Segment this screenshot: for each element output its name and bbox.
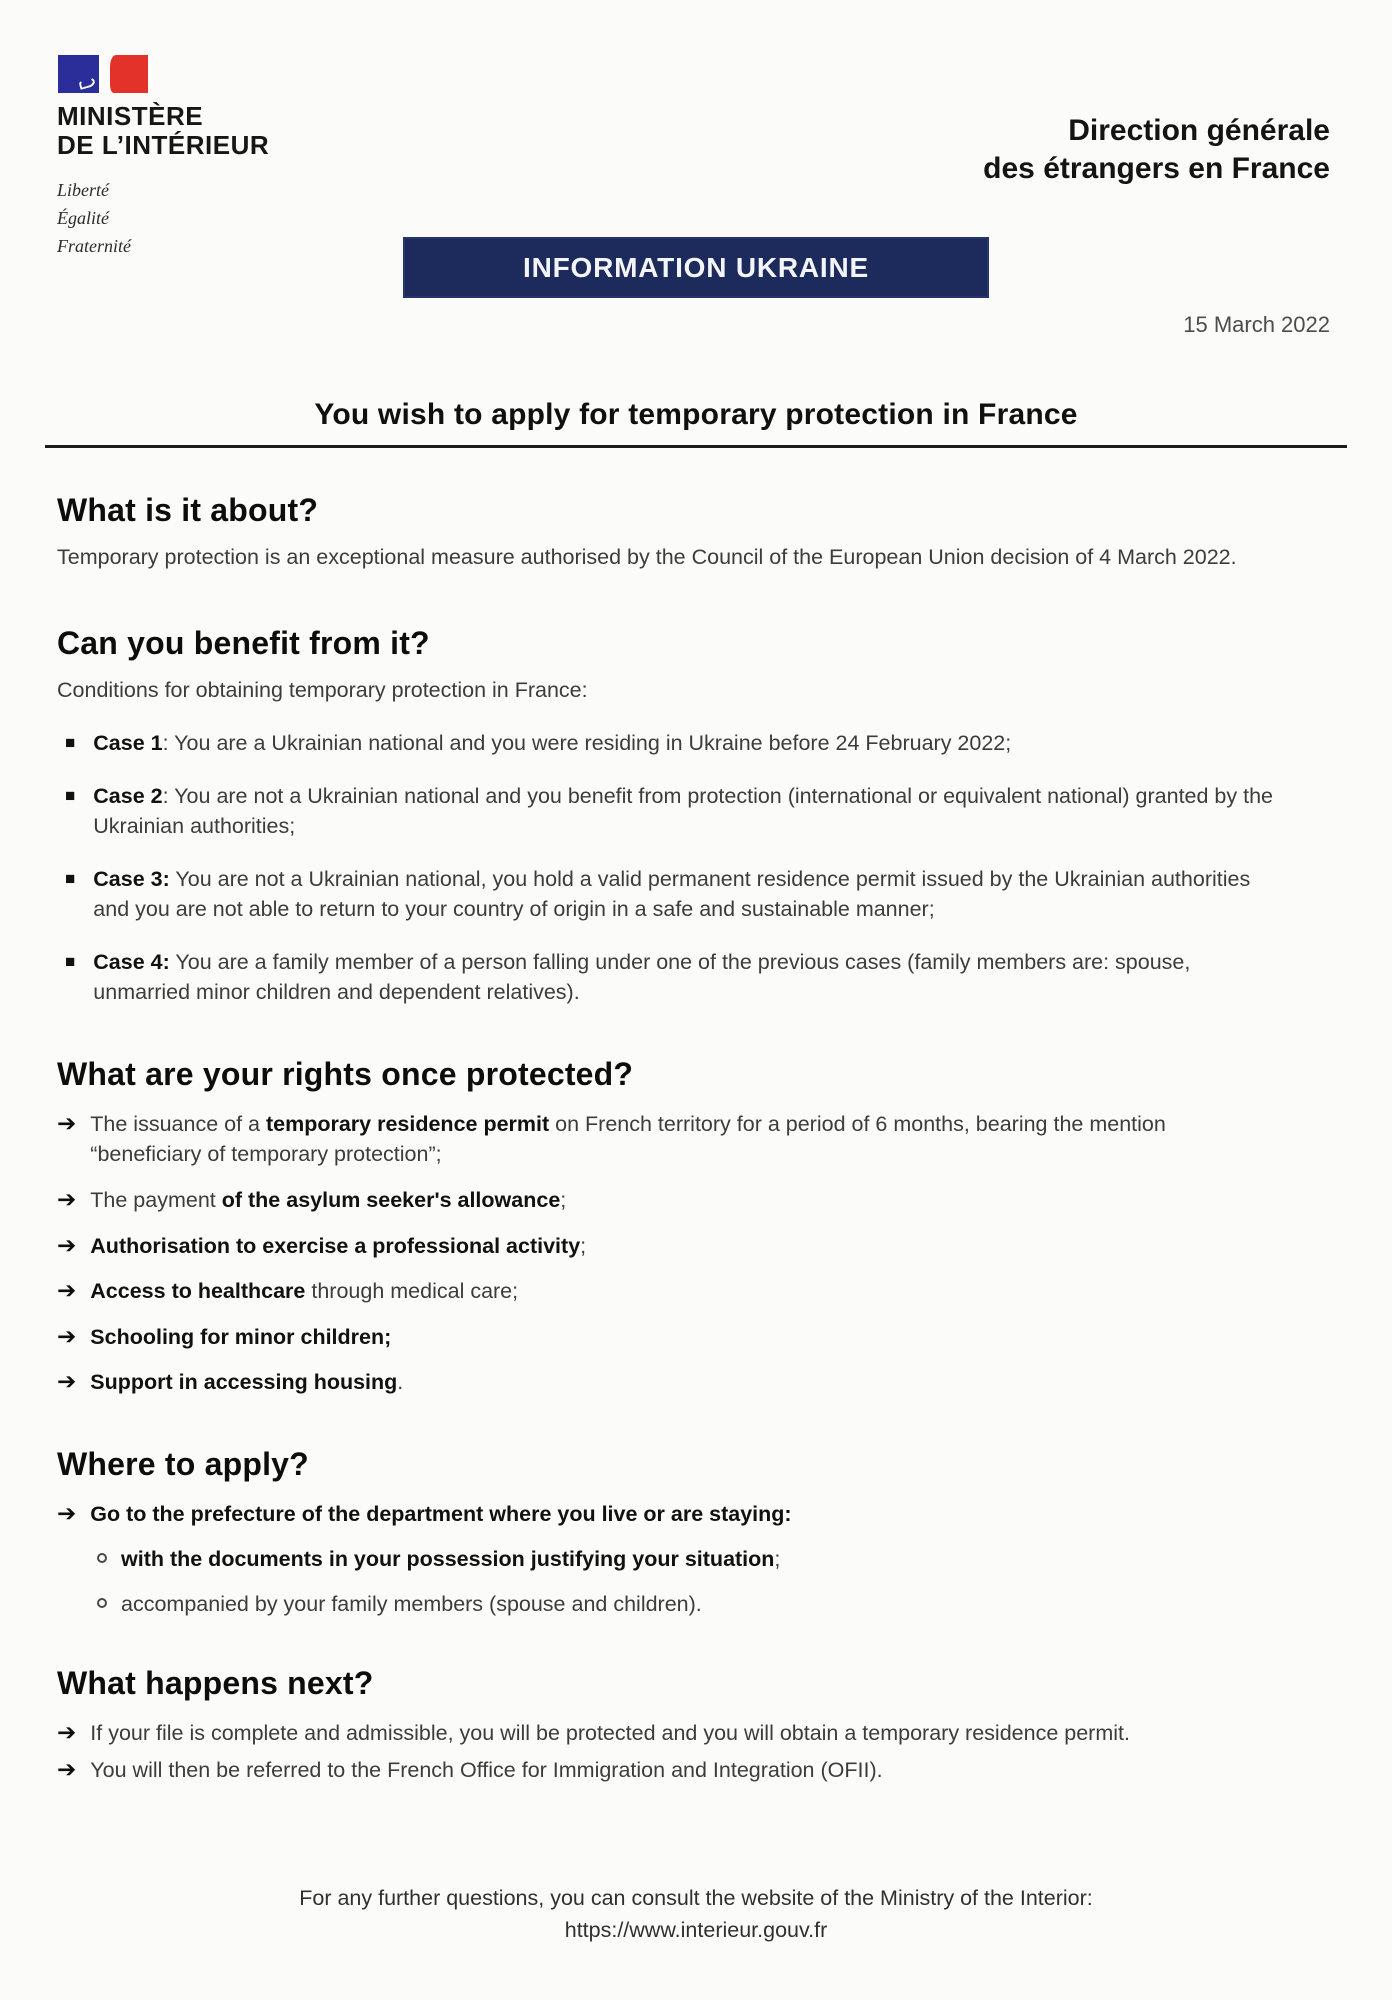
arrow-bullet-icon: ➔ [57, 1499, 77, 1526]
list-item [57, 864, 1335, 925]
next-steps-list [57, 1718, 1335, 1785]
text-segment: on French territory for a period of 6 months, bearing the mention “beneficiary of temporary protection”; [90, 1111, 1166, 1167]
text-segment: ; [774, 1547, 781, 1572]
direction-generale [983, 112, 1330, 188]
arrow-bullet-icon: ➔ [57, 1231, 77, 1258]
ministry-line1: MINISTÈRE [57, 101, 204, 131]
list-item [97, 1544, 1335, 1575]
list-item-text [90, 1231, 586, 1262]
text-segment: accompanied by your family members (spouse and children). [121, 1591, 702, 1616]
page-title: You wish to apply for temporary protection in France [314, 398, 1078, 431]
text-segment: : You are not a Ukrainian national and you benefit from protection (international or equivalent national) granted by the Ukrainian authorities; [93, 783, 1273, 839]
section-heading: What is it about? [57, 492, 319, 528]
section-paragraph: Temporary protection is an exceptional measure authorised by the Council of the European Union decision of 4 March 2022. [57, 545, 1237, 569]
list-item-text [90, 1755, 882, 1786]
list-item-text [90, 1367, 403, 1398]
ministry-line2: DE L’INTÉRIEUR [57, 130, 270, 161]
apply-list [57, 1499, 1335, 1530]
square-bullet-icon: ■ [65, 733, 76, 753]
text-segment: ; [560, 1187, 567, 1212]
section-heading: Can you benefit from it? [57, 625, 430, 662]
list-item-text [93, 947, 1283, 1008]
list-item [57, 947, 1335, 1008]
text-segment: You will then be referred to the French Office for Immigration and Integration (OFII). [90, 1757, 883, 1782]
ministry-website-link[interactable]: https://www.interieur.gouv.fr [564, 1918, 828, 1943]
section-can-you-benefit [57, 625, 1335, 1008]
text-segment: . [397, 1370, 404, 1395]
motto-liberte: Liberté [57, 179, 109, 200]
direction-line2: des étrangers en France [983, 152, 1330, 186]
hollow-bullet-icon [97, 1598, 107, 1608]
list-item-text [90, 1276, 518, 1307]
arrow-bullet-icon: ➔ [57, 1755, 77, 1782]
square-bullet-icon: ■ [65, 868, 76, 888]
document-body [57, 398, 1335, 1791]
ministry-name [57, 102, 269, 161]
square-bullet-icon: ■ [65, 951, 76, 971]
rights-list [57, 1109, 1335, 1398]
section-heading: What are your rights once protected? [57, 1055, 634, 1092]
text-segment: Go to the prefecture of the department where you live or are staying: [90, 1501, 792, 1526]
section-where-to-apply [57, 1446, 1335, 1620]
arrow-bullet-icon: ➔ [57, 1368, 77, 1395]
section-what-happens-next [57, 1665, 1335, 1785]
list-item [97, 1589, 1335, 1620]
square-bullet-icon: ■ [65, 785, 76, 805]
section-heading: Where to apply? [57, 1445, 309, 1482]
document-date: 15 March 2022 [1183, 312, 1330, 337]
section-rights [57, 1056, 1335, 1398]
text-segment: Case 3: [93, 866, 170, 891]
list-item-text [90, 1499, 791, 1530]
information-ukraine-banner [403, 237, 989, 298]
list-item [57, 1276, 1335, 1307]
list-item-text [90, 1718, 1130, 1749]
list-item [57, 728, 1335, 759]
list-item-text [121, 1544, 780, 1575]
text-segment: Support in accessing housing [90, 1370, 398, 1395]
text-segment: You are a family member of a person falling under one of the previous cases (family members are: spouse, unmarried minor children and dependent relatives). [93, 949, 1191, 1005]
list-item-text [93, 864, 1283, 925]
text-segment: temporary residence permit [265, 1111, 550, 1136]
text-segment: If your file is complete and admissible, you will be protected and you will obtain a temporary residence permit. [90, 1721, 1130, 1746]
ministry-motto [57, 177, 269, 261]
motto-fraternite: Fraternité [57, 235, 131, 256]
arrow-bullet-icon: ➔ [57, 1719, 77, 1746]
text-segment: The payment [90, 1187, 222, 1212]
list-item-text [90, 1185, 566, 1216]
list-item-text [93, 728, 1011, 759]
text-segment: ; [580, 1233, 587, 1258]
hollow-bullet-icon [97, 1553, 107, 1563]
section-what-is-it-about [57, 492, 1335, 573]
footer [0, 1882, 1392, 1947]
list-item-text [90, 1322, 391, 1353]
apply-sub-list [97, 1544, 1335, 1619]
list-item-text [121, 1589, 702, 1620]
text-segment: of the asylum seeker's allowance [221, 1187, 561, 1212]
list-item [57, 1185, 1335, 1216]
cases-list [57, 728, 1335, 1008]
list-item-text [93, 781, 1283, 842]
text-segment: : You are a Ukrainian national and you were residing in Ukraine before 24 February 2022; [162, 731, 1012, 756]
footer-note: For any further questions, you can consult the website of the Ministry of the Interior: [299, 1886, 1093, 1910]
flag-red-block [110, 55, 148, 93]
list-item [57, 781, 1335, 842]
text-segment: through medical care; [305, 1279, 519, 1304]
text-segment: Authorisation to exercise a professional activity [90, 1233, 581, 1258]
text-segment: Case 4: [93, 949, 170, 974]
list-item [57, 1231, 1335, 1262]
motto-egalite: Égalité [57, 207, 109, 228]
list-item-text [90, 1109, 1255, 1170]
text-segment: Case 1 [93, 731, 163, 756]
arrow-bullet-icon: ➔ [57, 1185, 77, 1212]
list-item [57, 1499, 1335, 1530]
text-segment: Case 2 [93, 783, 163, 808]
list-item [57, 1109, 1335, 1170]
list-item [57, 1755, 1335, 1786]
conditions-intro: Conditions for obtaining temporary protection in France: [57, 678, 588, 703]
title-underline [45, 445, 1347, 448]
banner-label: INFORMATION UKRAINE [523, 251, 869, 283]
ministry-logo [57, 55, 269, 260]
text-segment: Access to healthcare [90, 1279, 306, 1304]
flag-blue-block [58, 55, 99, 93]
text-segment: You are not a Ukrainian national, you hold a valid permanent residence permit issued by the Ukrainian authorities and you are not able to return to your country of origin in a safe and sustainable manner; [93, 866, 1251, 922]
flag-swirl-icon [78, 76, 96, 90]
arrow-bullet-icon: ➔ [57, 1109, 77, 1136]
arrow-bullet-icon: ➔ [57, 1277, 77, 1304]
list-item [57, 1718, 1335, 1749]
list-item [57, 1322, 1335, 1353]
text-segment: with the documents in your possession justifying your situation [121, 1547, 775, 1572]
section-heading: What happens next? [57, 1665, 374, 1702]
direction-line1: Direction générale [1068, 114, 1330, 147]
text-segment: Schooling for minor children; [90, 1324, 392, 1349]
arrow-bullet-icon: ➔ [57, 1322, 77, 1349]
text-segment: The issuance of a [90, 1111, 266, 1136]
french-flag-icon [58, 55, 269, 93]
list-item [57, 1367, 1335, 1398]
